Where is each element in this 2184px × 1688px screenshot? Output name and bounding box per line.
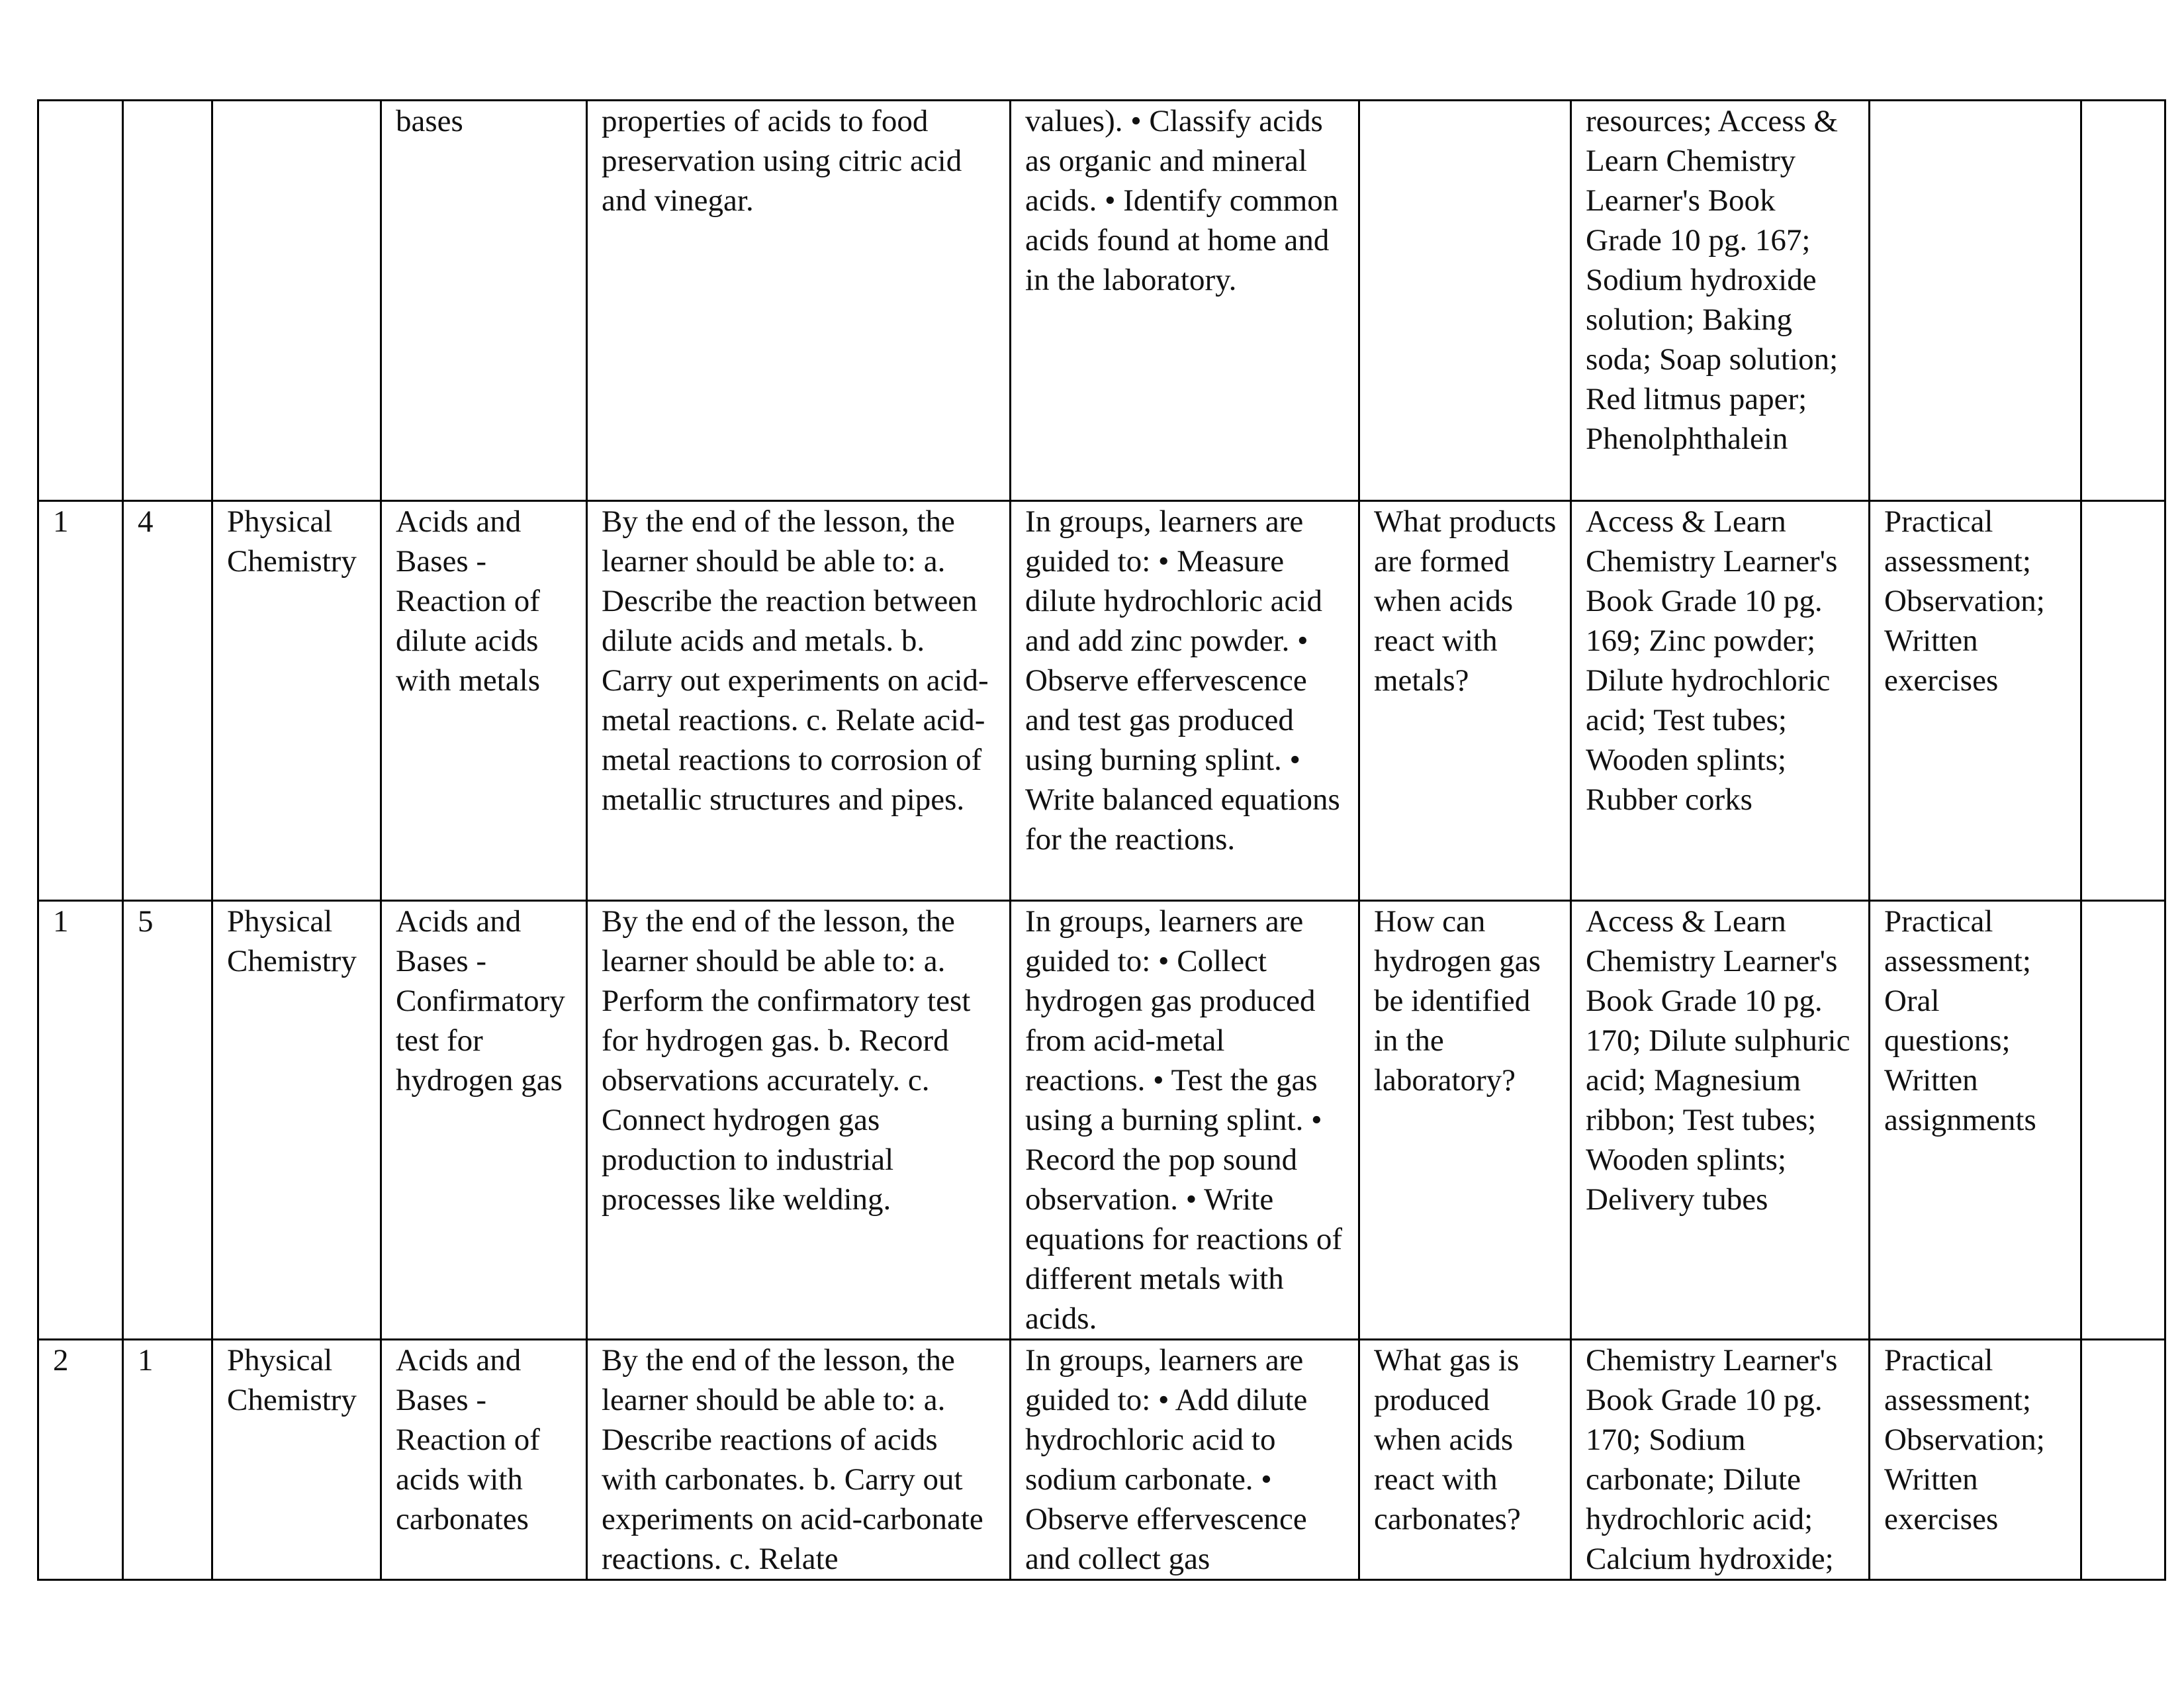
- resources-cell: [1571, 901, 1870, 1340]
- table-row: [38, 501, 2165, 901]
- assessment-cell: [1870, 901, 2081, 1340]
- learning-experiences-cell: [1011, 1340, 1359, 1580]
- inquiry-question-cell: [1359, 101, 1571, 501]
- learning-outcomes-text: By the end of the lesson, the learner should be able to: a. Perform the confirmatory test for hydrogen gas. b. Record observations accurately. c. Connect hydrogen gas production to industrial processes like welding.: [602, 904, 971, 1217]
- sub-strand-text: bases: [396, 104, 463, 138]
- learning-experiences-text: In groups, learners are guided to: • Add dilute hydrochloric acid to sodium carbonate. • Observe effervescence and collect gas: [1025, 1343, 1308, 1576]
- inquiry-question-cell: [1359, 501, 1571, 901]
- learning-outcomes-text: By the end of the lesson, the learner should be able to: a. Describe reactions of acids with carbonates. b. Carry out experiments on acid-carbonate reactions. c. Relate: [602, 1343, 983, 1576]
- resources-text: Chemistry Learner's Book Grade 10 pg. 170; Sodium carbonate; Dilute hydrochloric acid; Calcium hydroxide;: [1586, 1343, 1838, 1576]
- lesson-cell: [123, 501, 212, 901]
- resources-text: Access & Learn Chemistry Learner's Book Grade 10 pg. 169; Zinc powder; Dilute hydrochloric acid; Test tubes; Wooden splints; Rubber corks: [1586, 504, 1838, 817]
- lesson-cell: [123, 901, 212, 1340]
- sub-strand-cell: [381, 101, 587, 501]
- sub-strand-cell: [381, 901, 587, 1340]
- lesson-cell: [123, 1340, 212, 1580]
- strand-text: Physical Chemistry: [227, 904, 357, 978]
- remarks-cell: [2081, 101, 2165, 501]
- sub-strand-text: Acids and Bases - Reaction of acids with carbonates: [396, 1343, 540, 1536]
- week-cell: [38, 1340, 123, 1580]
- inquiry-question-text: How can hydrogen gas be identified in the laboratory?: [1374, 904, 1541, 1098]
- remarks-cell: [2081, 1340, 2165, 1580]
- sub-strand-text: Acids and Bases - Reaction of dilute acids with metals: [396, 504, 540, 698]
- week-text: 1: [53, 504, 69, 539]
- resources-cell: [1571, 501, 1870, 901]
- learning-experiences-cell: [1011, 101, 1359, 501]
- resources-cell: [1571, 101, 1870, 501]
- assessment-text: Practical assessment; Observation; Written exercises: [1884, 504, 2045, 698]
- learning-experiences-text: In groups, learners are guided to: • Collect hydrogen gas produced from acid-metal reactions. • Test the gas using a burning splint. • Record the pop sound observation. • Write equations for reactions of different metals with acids.: [1025, 904, 1342, 1336]
- resources-text: resources; Access & Learn Chemistry Learner's Book Grade 10 pg. 167; Sodium hydroxide solution; Baking soda; Soap solution; Red litmus paper; Phenolphthalein: [1586, 104, 1839, 456]
- learning-experiences-text: values). • Classify acids as organic and mineral acids. • Identify common acids found at home and in the laboratory.: [1025, 104, 1339, 297]
- strand-text: Physical Chemistry: [227, 504, 357, 579]
- learning-experiences-text: In groups, learners are guided to: • Measure dilute hydrochloric acid and add zinc powder. • Observe effervescence and test gas produced using burning splint. • Write balanced equations for the reactions.: [1025, 504, 1340, 857]
- lesson-cell: [123, 101, 212, 501]
- sub-strand-text: Acids and Bases - Confirmatory test for hydrogen gas: [396, 904, 565, 1098]
- assessment-cell: [1870, 1340, 2081, 1580]
- remarks-cell: [2081, 501, 2165, 901]
- week-text: 2: [53, 1343, 69, 1378]
- learning-outcomes-text: properties of acids to food preservation using citric acid and vinegar.: [602, 104, 962, 218]
- assessment-text: Practical assessment; Observation; Written exercises: [1884, 1343, 2045, 1536]
- table-row: [38, 901, 2165, 1340]
- strand-cell: [212, 901, 381, 1340]
- scheme-of-work-table: [37, 99, 2166, 1581]
- assessment-text: Practical assessment; Oral questions; Written assignments: [1884, 904, 2036, 1137]
- learning-experiences-cell: [1011, 901, 1359, 1340]
- table-row: [38, 101, 2165, 501]
- resources-cell: [1571, 1340, 1870, 1580]
- remarks-cell: [2081, 901, 2165, 1340]
- inquiry-question-cell: [1359, 901, 1571, 1340]
- learning-outcomes-cell: [587, 101, 1011, 501]
- sub-strand-cell: [381, 501, 587, 901]
- assessment-cell: [1870, 501, 2081, 901]
- lesson-text: 4: [138, 504, 154, 539]
- resources-text: Access & Learn Chemistry Learner's Book Grade 10 pg. 170; Dilute sulphuric acid; Magnesium ribbon; Test tubes; Wooden splints; Delivery tubes: [1586, 904, 1850, 1217]
- assessment-cell: [1870, 101, 2081, 501]
- learning-outcomes-text: By the end of the lesson, the learner should be able to: a. Describe the reaction between dilute acids and metals. b. Carry out experiments on acid-metal reactions. c. Relate acid-metal reactions to corrosion of metallic structures and pipes.: [602, 504, 989, 817]
- strand-cell: [212, 101, 381, 501]
- learning-outcomes-cell: [587, 1340, 1011, 1580]
- inquiry-question-text: What gas is produced when acids react with carbonates?: [1374, 1343, 1521, 1536]
- sub-strand-cell: [381, 1340, 587, 1580]
- learning-outcomes-cell: [587, 501, 1011, 901]
- inquiry-question-text: What products are formed when acids react with metals?: [1374, 504, 1557, 698]
- week-text: 1: [53, 904, 69, 939]
- lesson-text: 1: [138, 1343, 154, 1378]
- inquiry-question-cell: [1359, 1340, 1571, 1580]
- learning-outcomes-cell: [587, 901, 1011, 1340]
- lesson-text: 5: [138, 904, 154, 939]
- learning-experiences-cell: [1011, 501, 1359, 901]
- week-cell: [38, 101, 123, 501]
- week-cell: [38, 501, 123, 901]
- strand-cell: [212, 501, 381, 901]
- week-cell: [38, 901, 123, 1340]
- table-row: [38, 1340, 2165, 1580]
- strand-cell: [212, 1340, 381, 1580]
- strand-text: Physical Chemistry: [227, 1343, 357, 1417]
